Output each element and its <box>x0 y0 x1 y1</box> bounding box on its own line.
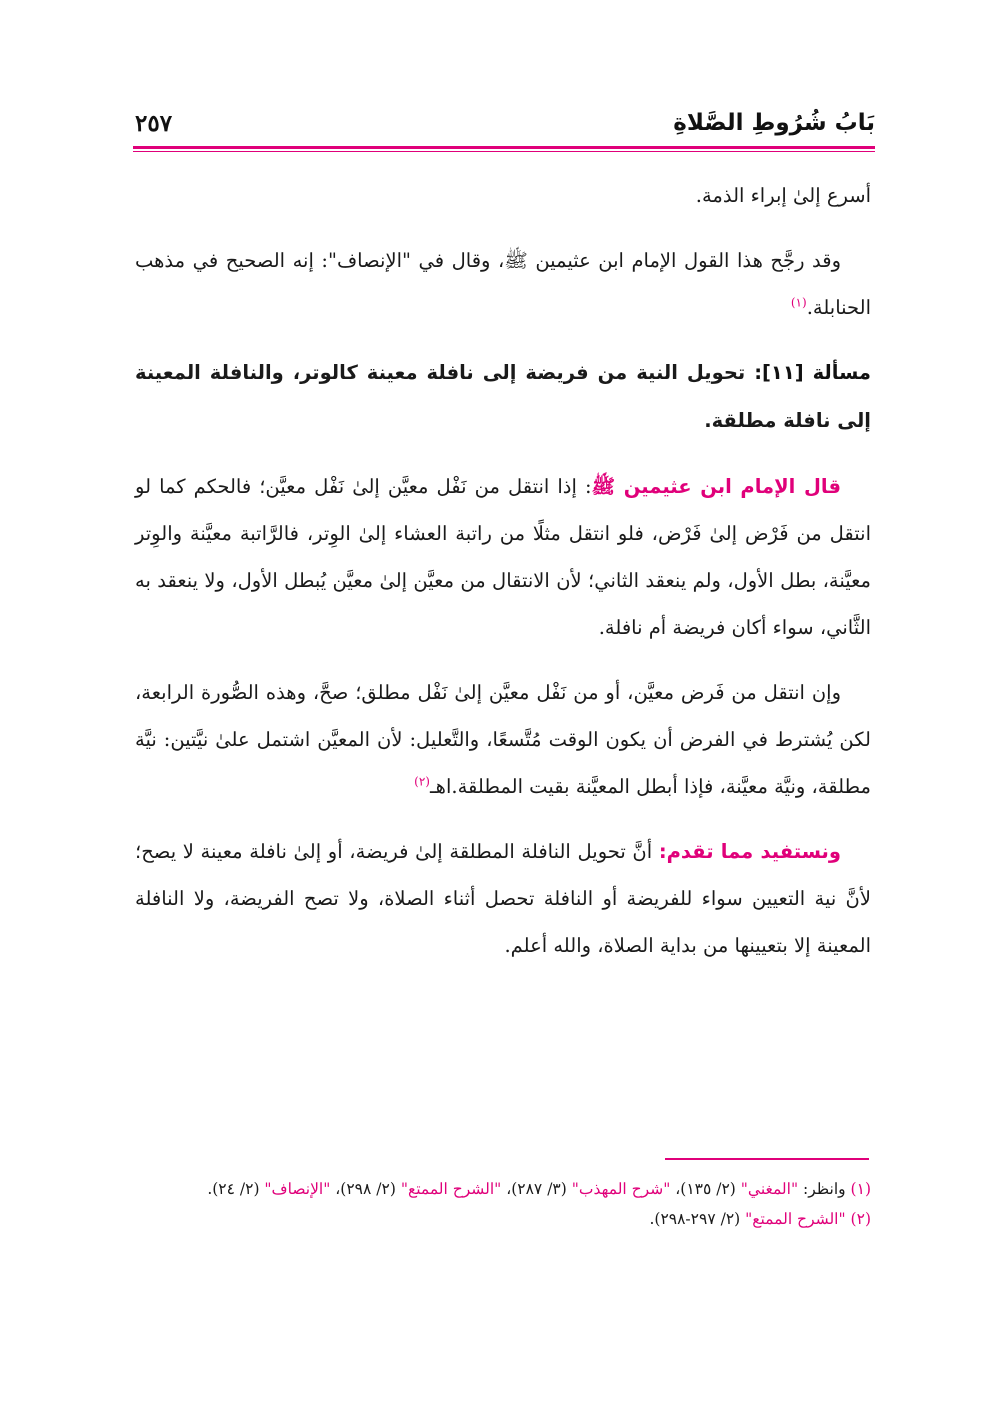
paragraph-1: أسرع إلىٰ إبراء الذمة. <box>695 184 871 207</box>
footnote-ref-1[interactable]: (١) <box>790 295 807 310</box>
chapter-title: بَابُ شُرُوطِ الصَّلاةِ <box>673 110 875 136</box>
footnote-source-title: "الشرح الممتع" <box>745 1210 846 1228</box>
footnote-ref-2[interactable]: (٢) <box>414 774 430 789</box>
footnote-2 <box>133 1204 871 1234</box>
page-body <box>135 172 871 969</box>
issue-label: مسألة [١١]: <box>754 361 871 384</box>
footnote-1 <box>133 1174 871 1204</box>
footnote-separator <box>665 1158 869 1160</box>
paragraph-2-text-b: : إنه الصحيح في مذهب الحنابلة. <box>135 249 871 319</box>
quote-attribution: قال الإمام ابن عثيمين ﷺ <box>591 475 841 498</box>
paragraph-3 <box>135 463 871 651</box>
footnote-source-title: "شرح المهذب" <box>571 1180 671 1198</box>
page-header <box>133 104 875 144</box>
footnote-text: (٢/ ١٣٥)، <box>670 1180 741 1198</box>
page-number: ٢٥٧ <box>135 110 173 137</box>
footnote-source-title: "الشرح الممتع" <box>400 1180 502 1198</box>
footnote-text: وانظر: <box>798 1180 851 1198</box>
conclusion-label: ونستفيد مما تقدم: <box>658 840 841 863</box>
paragraph-3-text: : إذا انتقل من نَفْل معيَّن إلىٰ نَفْل معيَّن؛ فالحكم كما لو انتقل من فَرْض إلىٰ فَرْض، فلو انتقل مثلًا من راتبة العشاء إلىٰ الوِتر، فالرَّاتبة معيَّنة والوِتر معيَّنة، بطل الأول، ولم ينعقد الثاني؛ لأن الانتقال من معيَّن إلىٰ معيَّن يُبطل الأول، ولا ينعقد به الثَّاني، سواء أكان فريضة أم نافلة. <box>135 475 871 639</box>
footnote-text: (٢/ ٢٩٨)، <box>330 1180 401 1198</box>
paragraph-5-text: أنَّ تحويل النافلة المطلقة إلىٰ فريضة، أو إلىٰ نافلة معينة لا يصح؛ لأنَّ نية التعيين سواء للفريضة أو النافلة تحصل أثناء الصلاة، ولا تصح الفريضة، ولا النافلة المعينة إلا بتعيينها من بداية الصلاة، والله أعلم. <box>135 840 871 957</box>
issue-heading <box>135 349 871 445</box>
paragraph-5 <box>135 828 871 969</box>
footnote-text: (٣/ ٢٨٧)، <box>501 1180 572 1198</box>
paragraph-2-text-a: وقد رجَّح هذا القول الإمام ابن عثيمين ﷺ، وقال في <box>410 249 841 272</box>
issue-text: تحويل النية من فريضة إلى نافلة معينة كالوتر، والنافلة المعينة إلى نافلة مطلقة. <box>135 361 871 432</box>
footnote-text: (٢/ ٢٤). <box>207 1180 265 1198</box>
footnote-number: (٢) <box>850 1210 871 1228</box>
paragraph-4-text: وإن انتقل من فَرض معيَّن، أو من نَفْل معيَّن إلىٰ نَفْل مطلق؛ صحَّ، وهذه الصُّورة الرابعة، لكن يُشترط في الفرض أن يكون الوقت مُتَّسعًا، والتَّعليل: لأن المعيَّن اشتمل علىٰ نيَّتين: نيَّة مطلقة، ونيَّة معيَّنة، فإذا أبطل المعيَّنة بقيت المطلقة.اهـ <box>135 681 871 798</box>
footnote-source-title: "الإنصاف" <box>264 1180 331 1198</box>
footnote-source-title: "المغني" <box>740 1180 799 1198</box>
paragraph-2 <box>135 237 871 331</box>
footnote-number: (١) <box>850 1180 871 1198</box>
header-rule-thin <box>133 151 875 152</box>
footnote-text: (٢/ ٢٩٧-٢٩٨). <box>649 1210 746 1228</box>
footnotes <box>133 1174 871 1234</box>
paragraph-4 <box>135 669 871 810</box>
paragraph-2-quote: "الإنصاف" <box>327 249 411 272</box>
header-rule-thick <box>133 146 875 149</box>
